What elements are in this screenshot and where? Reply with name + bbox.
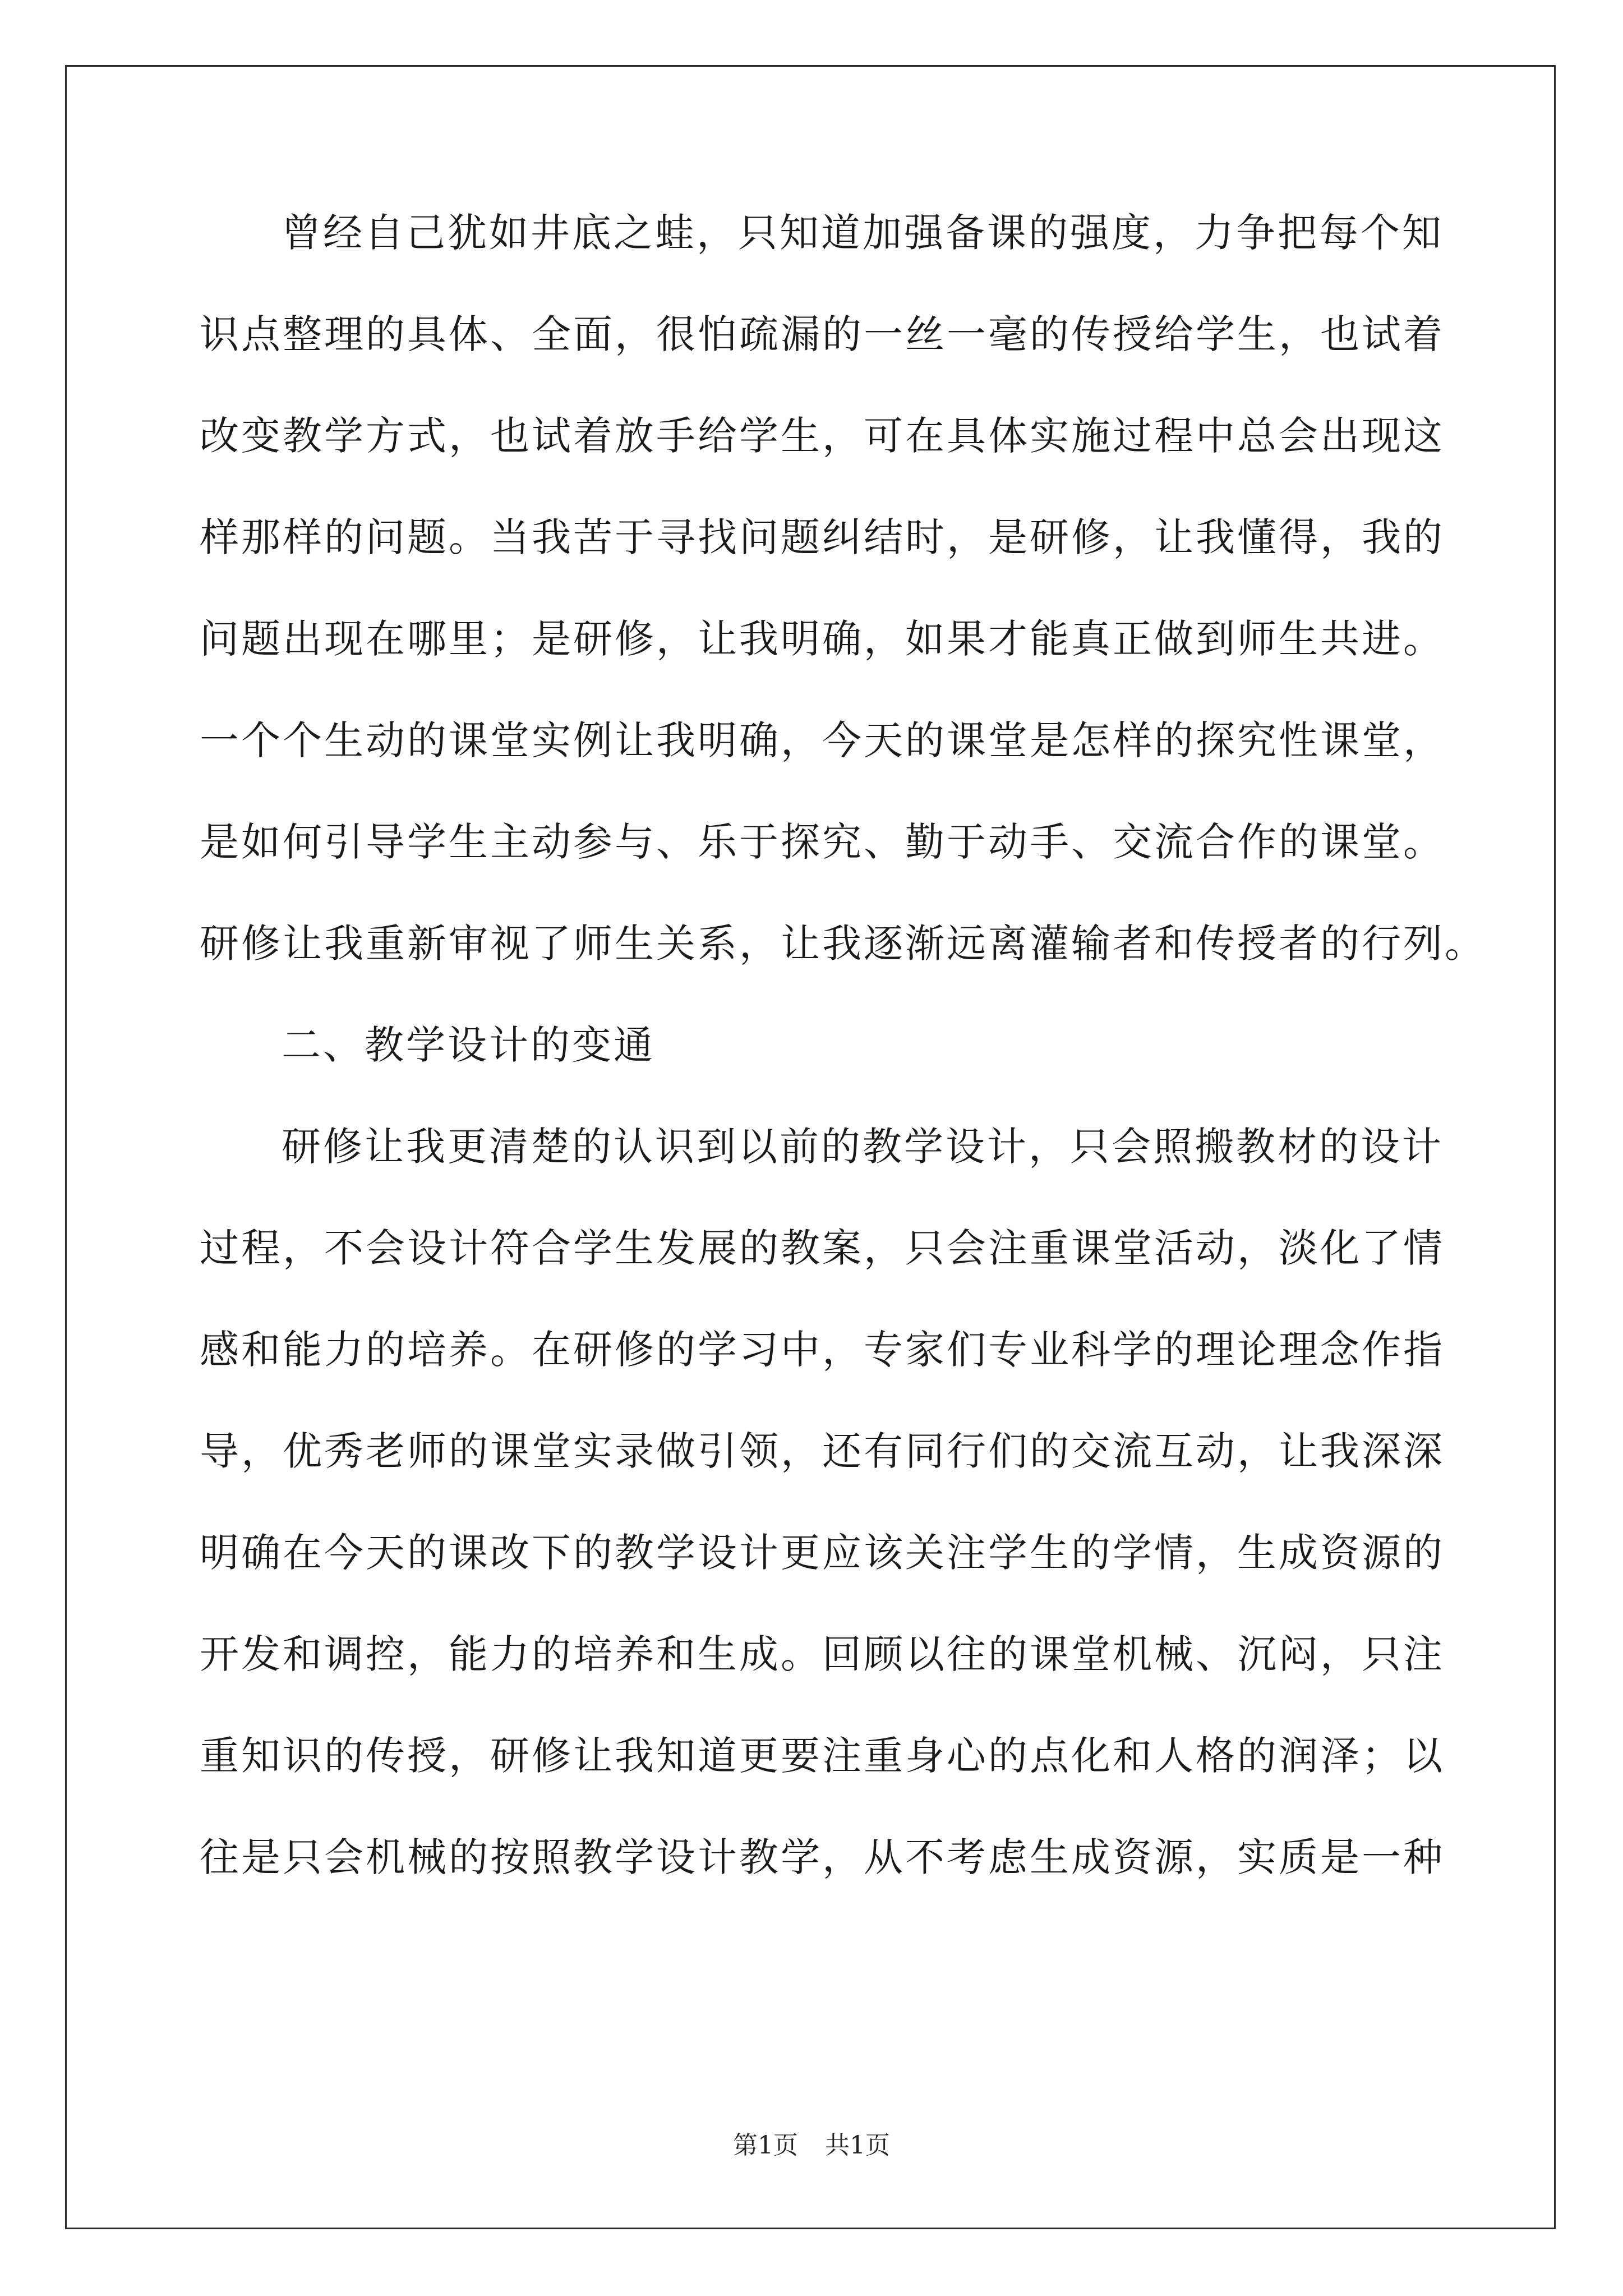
paragraph-2-line-1: 研修让我更清楚的认识到以前的教学设计，只会照搬教材的设计	[282, 1124, 1444, 1170]
paragraph-2-line-4: 导，优秀老师的课堂实录做引领，还有同行们的交流互动，让我深深	[200, 1428, 1445, 1474]
page-number-total: 共1页	[825, 2131, 890, 2160]
paragraph-2-line-2: 过程，不会设计符合学生发展的教案，只会注重课堂活动，淡化了情	[200, 1225, 1445, 1271]
paragraph-1-line-2: 识点整理的具体、全面，很怕疏漏的一丝一毫的传授给学生，也试着	[200, 311, 1445, 357]
paragraph-1-line-6: 一个个生动的课堂实例让我明确，今天的课堂是怎样的探究性课堂，	[200, 717, 1445, 763]
paragraph-2-line-6: 开发和调控，能力的培养和生成。回顾以往的课堂机械、沉闷，只注	[200, 1631, 1445, 1677]
paragraph-2-line-3: 感和能力的培养。在研修的学习中，专家们专业科学的理论理念作指	[200, 1327, 1445, 1373]
paragraph-2-line-5: 明确在今天的课改下的教学设计更应该关注学生的学情，生成资源的	[200, 1530, 1445, 1576]
paragraph-1-line-8: 研修让我重新审视了师生关系，让我逐渐远离灌输者和传授者的行列。	[200, 921, 1486, 967]
paragraph-1-line-3: 改变教学方式，也试着放手给学生，可在具体实施过程中总会出现这	[200, 413, 1445, 459]
document-body	[200, 210, 1486, 1939]
paragraph-1-line-4: 样那样的问题。当我苦于寻找问题纠结时，是研修，让我懂得，我的	[200, 514, 1445, 560]
section-heading: 二、教学设计的变通	[282, 1022, 655, 1068]
paragraph-2-line-8: 往是只会机械的按照教学设计教学，从不考虑生成资源，实质是一种	[200, 1834, 1445, 1880]
page-footer	[0, 2132, 1623, 2160]
paragraph-2-line-7: 重知识的传授，研修让我知道更要注重身心的点化和人格的润泽；以	[200, 1733, 1445, 1779]
page-number-current: 第1页	[733, 2131, 798, 2160]
paragraph-1-line-5: 问题出现在哪里；是研修，让我明确，如果才能真正做到师生共进。	[200, 616, 1445, 662]
paragraph-1-line-1: 曾经自己犹如井底之蛙，只知道加强备课的强度，力争把每个知	[282, 210, 1444, 256]
paragraph-1-line-7: 是如何引导学生主动参与、乐于探究、勤于动手、交流合作的课堂。	[200, 819, 1445, 865]
